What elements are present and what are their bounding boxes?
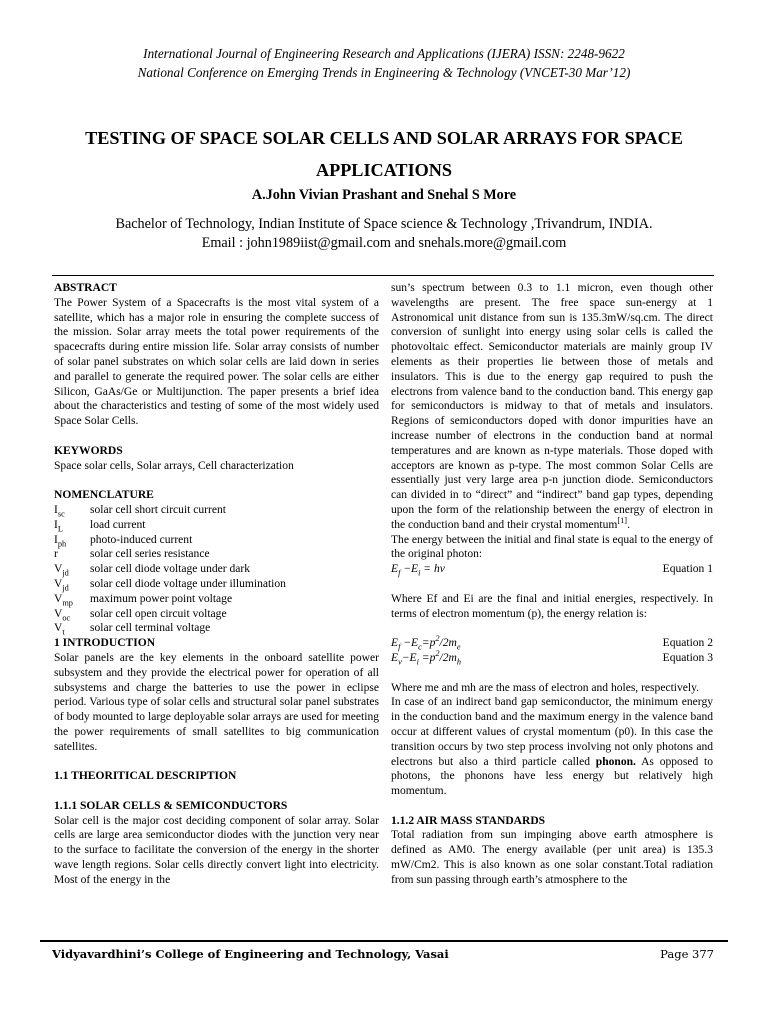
energy-relation-paragraph: Where Ef and Ei are the final and initial energies, respectively. In terms of electron momentum (p), the energy relation is: xyxy=(391,592,713,620)
authors: A.John Vivian Prashant and Snehal S More xyxy=(251,187,517,203)
nomenclature-definition: solar cell diode voltage under illumination xyxy=(90,577,286,590)
nomenclature-heading: NOMENCLATURE xyxy=(54,489,154,502)
spectrum-paragraph: sun’s spectrum between 0.3 to 1.1 micron, even though other wavelengths are present. The free space sun-energy at 1 Astronomical unit distance from sun is 135.3mW/sq.cm. The direct conversion of sunlight into energy using solar cells is called the photovoltaic effect. Semiconductor materials are mainly group IV elements as their properties lie between those of metals and insulators. This is due to the energy gap required to push the electrons from valence band to the conduction band. This energy gap for semiconductors is midway to that of metals and insulators. Regions of semiconductors doped with donor impurities have an increase number of electrons in the conduction band at normal temperatures and are known as n-type materials. Those doped with acceptors are known as p-type. The most common Solar Cells are essentially just very large area p-n junction diode. Semiconductors can divided in to “direct” and “indirect” band gap types, depending upon the form of the relationship between the energy of electron in the conduction band and their crystal momentum[1]. xyxy=(391,282,713,531)
header-line-2: National Conference on Emerging Trends in Engineering & Technology (VNCET-30 Mar’12) xyxy=(137,65,631,80)
nomenclature-item xyxy=(54,533,379,548)
email: Email : john1989iist@gmail.com and snehals.more@gmail.com xyxy=(201,235,567,251)
theory-heading: 1.1 THEORITICAL DESCRIPTION xyxy=(54,770,237,783)
nomenclature-item xyxy=(54,607,379,622)
nomenclature-definition: maximum power point voltage xyxy=(90,592,233,605)
nomenclature-definition: load current xyxy=(90,518,146,531)
keywords-text: Space solar cells, Solar arrays, Cell characterization xyxy=(54,459,294,472)
nomenclature-symbol: $V_{mp}$ xyxy=(54,592,73,608)
top-rule xyxy=(52,275,714,276)
affiliation-block xyxy=(0,215,768,253)
footer-college: Vidyavardhini’s College of Engineering and Technology, Vasai xyxy=(52,947,449,961)
nomenclature-definition: solar cell open circuit voltage xyxy=(90,607,227,620)
nomenclature-symbol: $V_t$ xyxy=(54,622,65,637)
nomenclature-symbol: $I_{ph}$ xyxy=(54,533,67,548)
nomenclature-list xyxy=(54,503,379,636)
keywords-heading: KEYWORDS xyxy=(54,444,123,457)
abstract-text: The Power System of a Spacecrafts is the most vital system of a satellite, which has a major role in ensuring the complete success of the mission. Solar array meets the total power requirements of the spacecrafts during entire mission life. Solar array consists of number of solar panel substrates on which solar cells are laid down in series and parallel to generate the required power. The solar cells are either Silicon, GaAs/Ge or Multijunction. The paper presents a brief idea about the characteristics and testing of some of the most widely used Space Solar Cells. xyxy=(54,296,379,428)
equation-1: $E_f -E_i$ = hv Equation 1 xyxy=(391,563,713,578)
nomenclature-symbol: $I_{sc}$ xyxy=(54,503,65,519)
header-line-1: International Journal of Engineering Research and Applications (IJERA) ISSN: 2248-9622 xyxy=(143,46,625,61)
nomenclature-item xyxy=(54,577,379,592)
semiconductors-text: Solar cell is the major cost deciding component of solar array. Solar cells are large area semiconductor diodes with the junction very near to the surface to facilitate the conversion of the energy in the shorter wave length regions. Solar cells directly convert light into electricity. Most of the energy in the xyxy=(54,814,379,886)
right-column xyxy=(391,281,713,888)
abstract-heading: ABSTRACT xyxy=(54,282,117,294)
mass-paragraph: Where me and mh are the mass of electron and holes, respectively. xyxy=(391,681,700,694)
nomenclature-symbol: $V_{jd}$ xyxy=(54,577,69,593)
equation-2: $E_f -E_c=p^2/2m_e$ Equation 2 xyxy=(391,634,713,652)
nomenclature-item xyxy=(54,562,379,577)
equation-3: $E_v-E_i =p^2/2m_h$ Equation 3 xyxy=(391,649,713,667)
nomenclature-definition: solar cell terminal voltage xyxy=(90,622,211,635)
nomenclature-item xyxy=(54,547,379,562)
nomenclature-item xyxy=(54,621,379,636)
equation-1-label: Equation 1 xyxy=(662,563,713,576)
indirect-gap-paragraph: In case of an indirect band gap semiconductor, the minimum energy in the conduction band and the maximum energy in the valence band occur at different values of crystal momentum (p0). In this case the transition occurs by two step process involving not only photons and electrons but also a third particle called phonon. As opposed to photons, the phonons have less energy but relatively high momentum. xyxy=(391,696,714,798)
nomenclature-item xyxy=(54,592,379,607)
journal-header xyxy=(0,44,768,82)
nomenclature-symbol: $I_L$ xyxy=(54,518,63,534)
nomenclature-definition: solar cell diode voltage under dark xyxy=(90,563,250,576)
affiliation: Bachelor of Technology, Indian Institute of Space science & Technology ,Trivandrum, INDIA. xyxy=(115,216,653,232)
nomenclature-definition: solar cell series resistance xyxy=(90,548,210,561)
equation-2-label: Equation 2 xyxy=(662,637,713,650)
citation-ref: [1] xyxy=(617,515,628,525)
nomenclature-definition: photo-induced current xyxy=(90,533,193,546)
page-number: Page 377 xyxy=(660,947,714,961)
air-mass-text: Total radiation from sun impinging above earth atmosphere is defined as AM0. The energy available (per unit area) is 135.3 mW/Cm2. This is also known as one solar constant.Total radiation from sun passing through earth’s atmosphere to the xyxy=(391,829,713,886)
left-column xyxy=(54,281,379,888)
semiconductors-heading: 1.1.1 SOLAR CELLS & SEMICONDUCTORS xyxy=(54,799,288,812)
nomenclature-definition: solar cell short circuit current xyxy=(90,503,226,516)
footer-rule xyxy=(40,940,728,942)
equation-3-label: Equation 3 xyxy=(662,651,713,664)
paper-title: TESTING OF SPACE SOLAR CELLS AND SOLAR ARRAYS FOR SPACE APPLICATIONS xyxy=(85,128,683,180)
intro-heading: 1 INTRODUCTION xyxy=(54,637,156,650)
intro-text: Solar panels are the key elements in the onboard satellite power subsystem and they provide the electrical power for operation of all subsystems and charge the batteries to use the power in eclipse period. Various type of solar cells and structural solar panel substrates of body mounted to large deployable solar arrays are used for meeting the power requirements of small satellites to big communication satellites. xyxy=(54,651,379,753)
photon-energy-paragraph: The energy between the initial and final state is equal to the energy of the original photon: xyxy=(391,533,713,561)
nomenclature-item xyxy=(54,518,379,533)
air-mass-heading: 1.1.2 AIR MASS STANDARDS xyxy=(391,814,546,827)
nomenclature-symbol: $V_{jd}$ xyxy=(54,563,69,578)
footer xyxy=(52,947,714,961)
nomenclature-symbol: $V_{oc}$ xyxy=(54,607,71,622)
nomenclature-symbol: r xyxy=(54,548,58,561)
nomenclature-item xyxy=(54,503,379,518)
